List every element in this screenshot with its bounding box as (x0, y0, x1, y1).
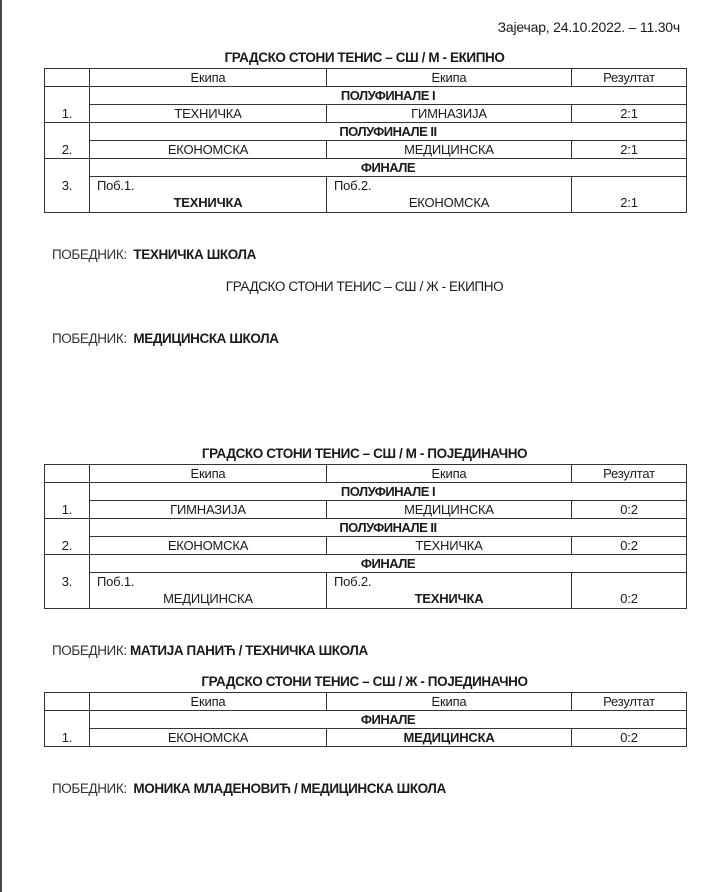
result-cell: 2:1 (572, 141, 687, 159)
winner-line-girls-singles (52, 781, 446, 796)
section-title-boys-singles: ГРАДСКО СТОНИ ТЕНИС – СШ / М - ПОЈЕДИНАЧНО (201, 446, 528, 461)
table-header-row (45, 69, 687, 87)
team2-cell: МЕДИЦИНСКА (327, 141, 572, 159)
date-time-line: Зајечар, 24.10.2022. – 11.30ч (497, 19, 680, 35)
table-row (45, 105, 687, 123)
team2-cell: МЕДИЦИНСКА (327, 501, 572, 519)
header-team2: Екипа (327, 465, 572, 483)
winner-label: ПОБЕДНИК: (52, 331, 127, 346)
table-row (45, 729, 687, 747)
stage-label: ФИНАЛЕ (90, 711, 687, 729)
team1-cell (90, 573, 327, 609)
team1-cell: ЕКОНОМСКА (90, 537, 327, 555)
team1-cell: ТЕХНИЧКА (90, 105, 327, 123)
table-row (45, 177, 687, 213)
table-header-row (45, 693, 687, 711)
match-number: 1. (45, 483, 90, 519)
team2-name: ТЕХНИЧКА (414, 591, 484, 606)
winner-name: МОНИКА МЛАДЕНОВИЋ / МЕДИЦИНСКА ШКОЛА (133, 781, 446, 796)
header-num-cell (45, 465, 90, 483)
table-row (45, 501, 687, 519)
winner-label: ПОБЕДНИК: (52, 643, 127, 658)
header-result: Резултат (572, 465, 687, 483)
header-team2: Екипа (327, 69, 572, 87)
header-result: Резултат (572, 69, 687, 87)
winner-ref-1: Поб.1. (97, 574, 135, 589)
winner-ref-2: Поб.2. (334, 178, 372, 193)
header-num-cell (45, 69, 90, 87)
team2-cell: ГИМНАЗИЈА (327, 105, 572, 123)
match-number: 3. (45, 159, 90, 213)
team2-cell: ТЕХНИЧКА (327, 537, 572, 555)
winner-line-boys-singles (52, 643, 368, 658)
result-cell (572, 177, 687, 213)
table-row (45, 141, 687, 159)
match-number: 1. (45, 711, 90, 747)
result-cell: 0:2 (572, 537, 687, 555)
match-number: 3. (45, 555, 90, 609)
winner-name: ТЕХНИЧКА ШКОЛА (133, 247, 256, 262)
stage-label: ПОЛУФИНАЛЕ I (90, 87, 687, 105)
table-header-row (45, 465, 687, 483)
section-title-girls-team: ГРАДСКО СТОНИ ТЕНИС – СШ / Ж - ЕКИПНО (225, 279, 504, 294)
team2-cell: МЕДИЦИНСКА (327, 729, 572, 747)
results-table-boys-team (44, 68, 687, 213)
results-table-girls-singles (44, 692, 687, 747)
winner-ref-2: Поб.2. (334, 574, 372, 589)
match-number: 2. (45, 123, 90, 159)
team2-name: ЕКОНОМСКА (408, 195, 490, 210)
header-num-cell (45, 693, 90, 711)
header-team2: Екипа (327, 693, 572, 711)
page-left-border (0, 0, 2, 892)
match-number: 2. (45, 519, 90, 555)
team1-cell (90, 177, 327, 213)
header-team1: Екипа (90, 69, 327, 87)
result-value: 0:2 (620, 591, 638, 606)
winner-label: ПОБЕДНИК: (52, 247, 127, 262)
team1-cell: ЕКОНОМСКА (90, 729, 327, 747)
team2-cell (327, 177, 572, 213)
stage-label: ФИНАЛЕ (90, 555, 687, 573)
winner-ref-1: Поб.1. (97, 178, 135, 193)
stage-label: ПОЛУФИНАЛЕ II (90, 123, 687, 141)
team2-cell (327, 573, 572, 609)
result-cell: 0:2 (572, 501, 687, 519)
result-value: 2:1 (620, 195, 638, 210)
results-table-boys-singles (44, 464, 687, 609)
team1-name: ТЕХНИЧКА (173, 195, 243, 210)
team1-name: МЕДИЦИНСКА (163, 591, 253, 606)
team1-cell: ГИМНАЗИЈА (90, 501, 327, 519)
result-cell: 0:2 (572, 729, 687, 747)
winner-label: ПОБЕДНИК: (52, 781, 127, 796)
winner-name: МАТИЈА ПАНИЋ / ТЕХНИЧКА ШКОЛА (130, 643, 368, 658)
stage-label: ПОЛУФИНАЛЕ II (90, 519, 687, 537)
winner-name: МЕДИЦИНСКА ШКОЛА (133, 331, 279, 346)
winner-line-girls-team (52, 331, 279, 346)
section-title-girls-singles: ГРАДСКО СТОНИ ТЕНИС – СШ / Ж - ПОЈЕДИНАЧНО (201, 674, 528, 689)
table-row (45, 537, 687, 555)
stage-label: ПОЛУФИНАЛЕ I (90, 483, 687, 501)
table-row (45, 573, 687, 609)
section-title-boys-team: ГРАДСКО СТОНИ ТЕНИС – СШ / М - ЕКИПНО (224, 50, 505, 65)
result-cell (572, 573, 687, 609)
match-number: 1. (45, 87, 90, 123)
header-team1: Екипа (90, 465, 327, 483)
result-cell: 2:1 (572, 105, 687, 123)
stage-label: ФИНАЛЕ (90, 159, 687, 177)
header-result: Резултат (572, 693, 687, 711)
winner-line-boys-team (52, 247, 256, 262)
header-team1: Екипа (90, 693, 327, 711)
team1-cell: ЕКОНОМСКА (90, 141, 327, 159)
